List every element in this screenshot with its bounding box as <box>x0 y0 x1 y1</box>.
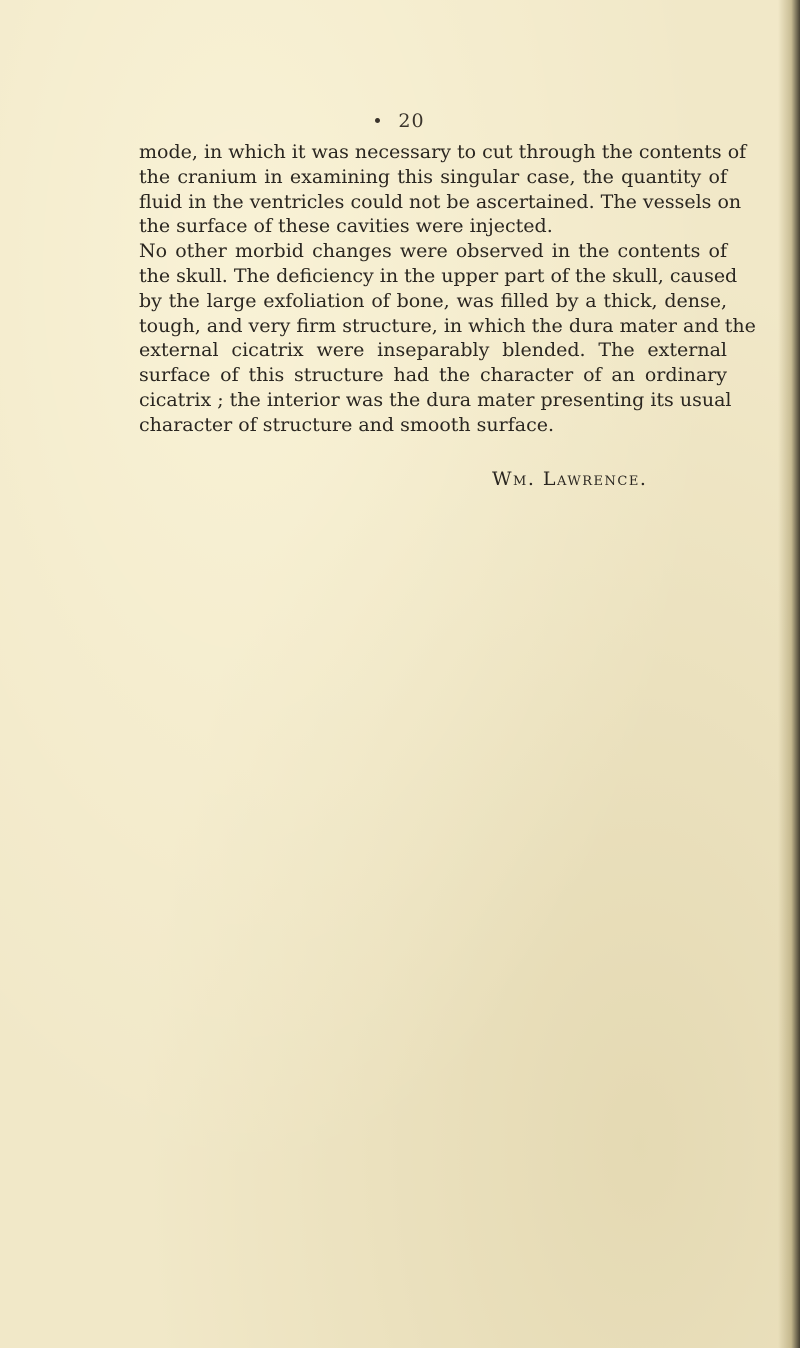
body-text <box>139 140 756 438</box>
text-line: No other morbid changes were observed in the contents of <box>139 240 727 263</box>
text-line: fluid in the ventricles could not be ascertained. The vessels on <box>139 190 742 213</box>
text-line: external cicatrix were inseparably blended. The external <box>139 339 727 362</box>
text-line: cicatrix ; the interior was the dura mater presenting its usual <box>139 388 732 411</box>
text-line: the surface of these cavities were injected. <box>139 215 553 238</box>
author-signature: Wm. Lawrence. <box>492 468 648 490</box>
text-line: the cranium in examining this singular case, the quantity of <box>139 165 727 188</box>
page-number-text: 20 <box>398 110 425 132</box>
text-line: the skull. The deficiency in the upper part of the skull, caused <box>139 264 738 287</box>
page-number <box>0 110 800 132</box>
text-line: by the large exfoliation of bone, was filled by a thick, dense, <box>139 289 727 312</box>
text-line: mode, in which it was necessary to cut through the contents of <box>139 141 747 163</box>
text-line: tough, and very firm structure, in which the dura mater and the <box>139 314 756 337</box>
page-dot-mark <box>375 118 380 123</box>
text-line: character of structure and smooth surface. <box>139 413 555 436</box>
page-edge-shadow <box>778 0 800 1348</box>
text-line: surface of this structure had the character of an ordinary <box>139 364 727 387</box>
